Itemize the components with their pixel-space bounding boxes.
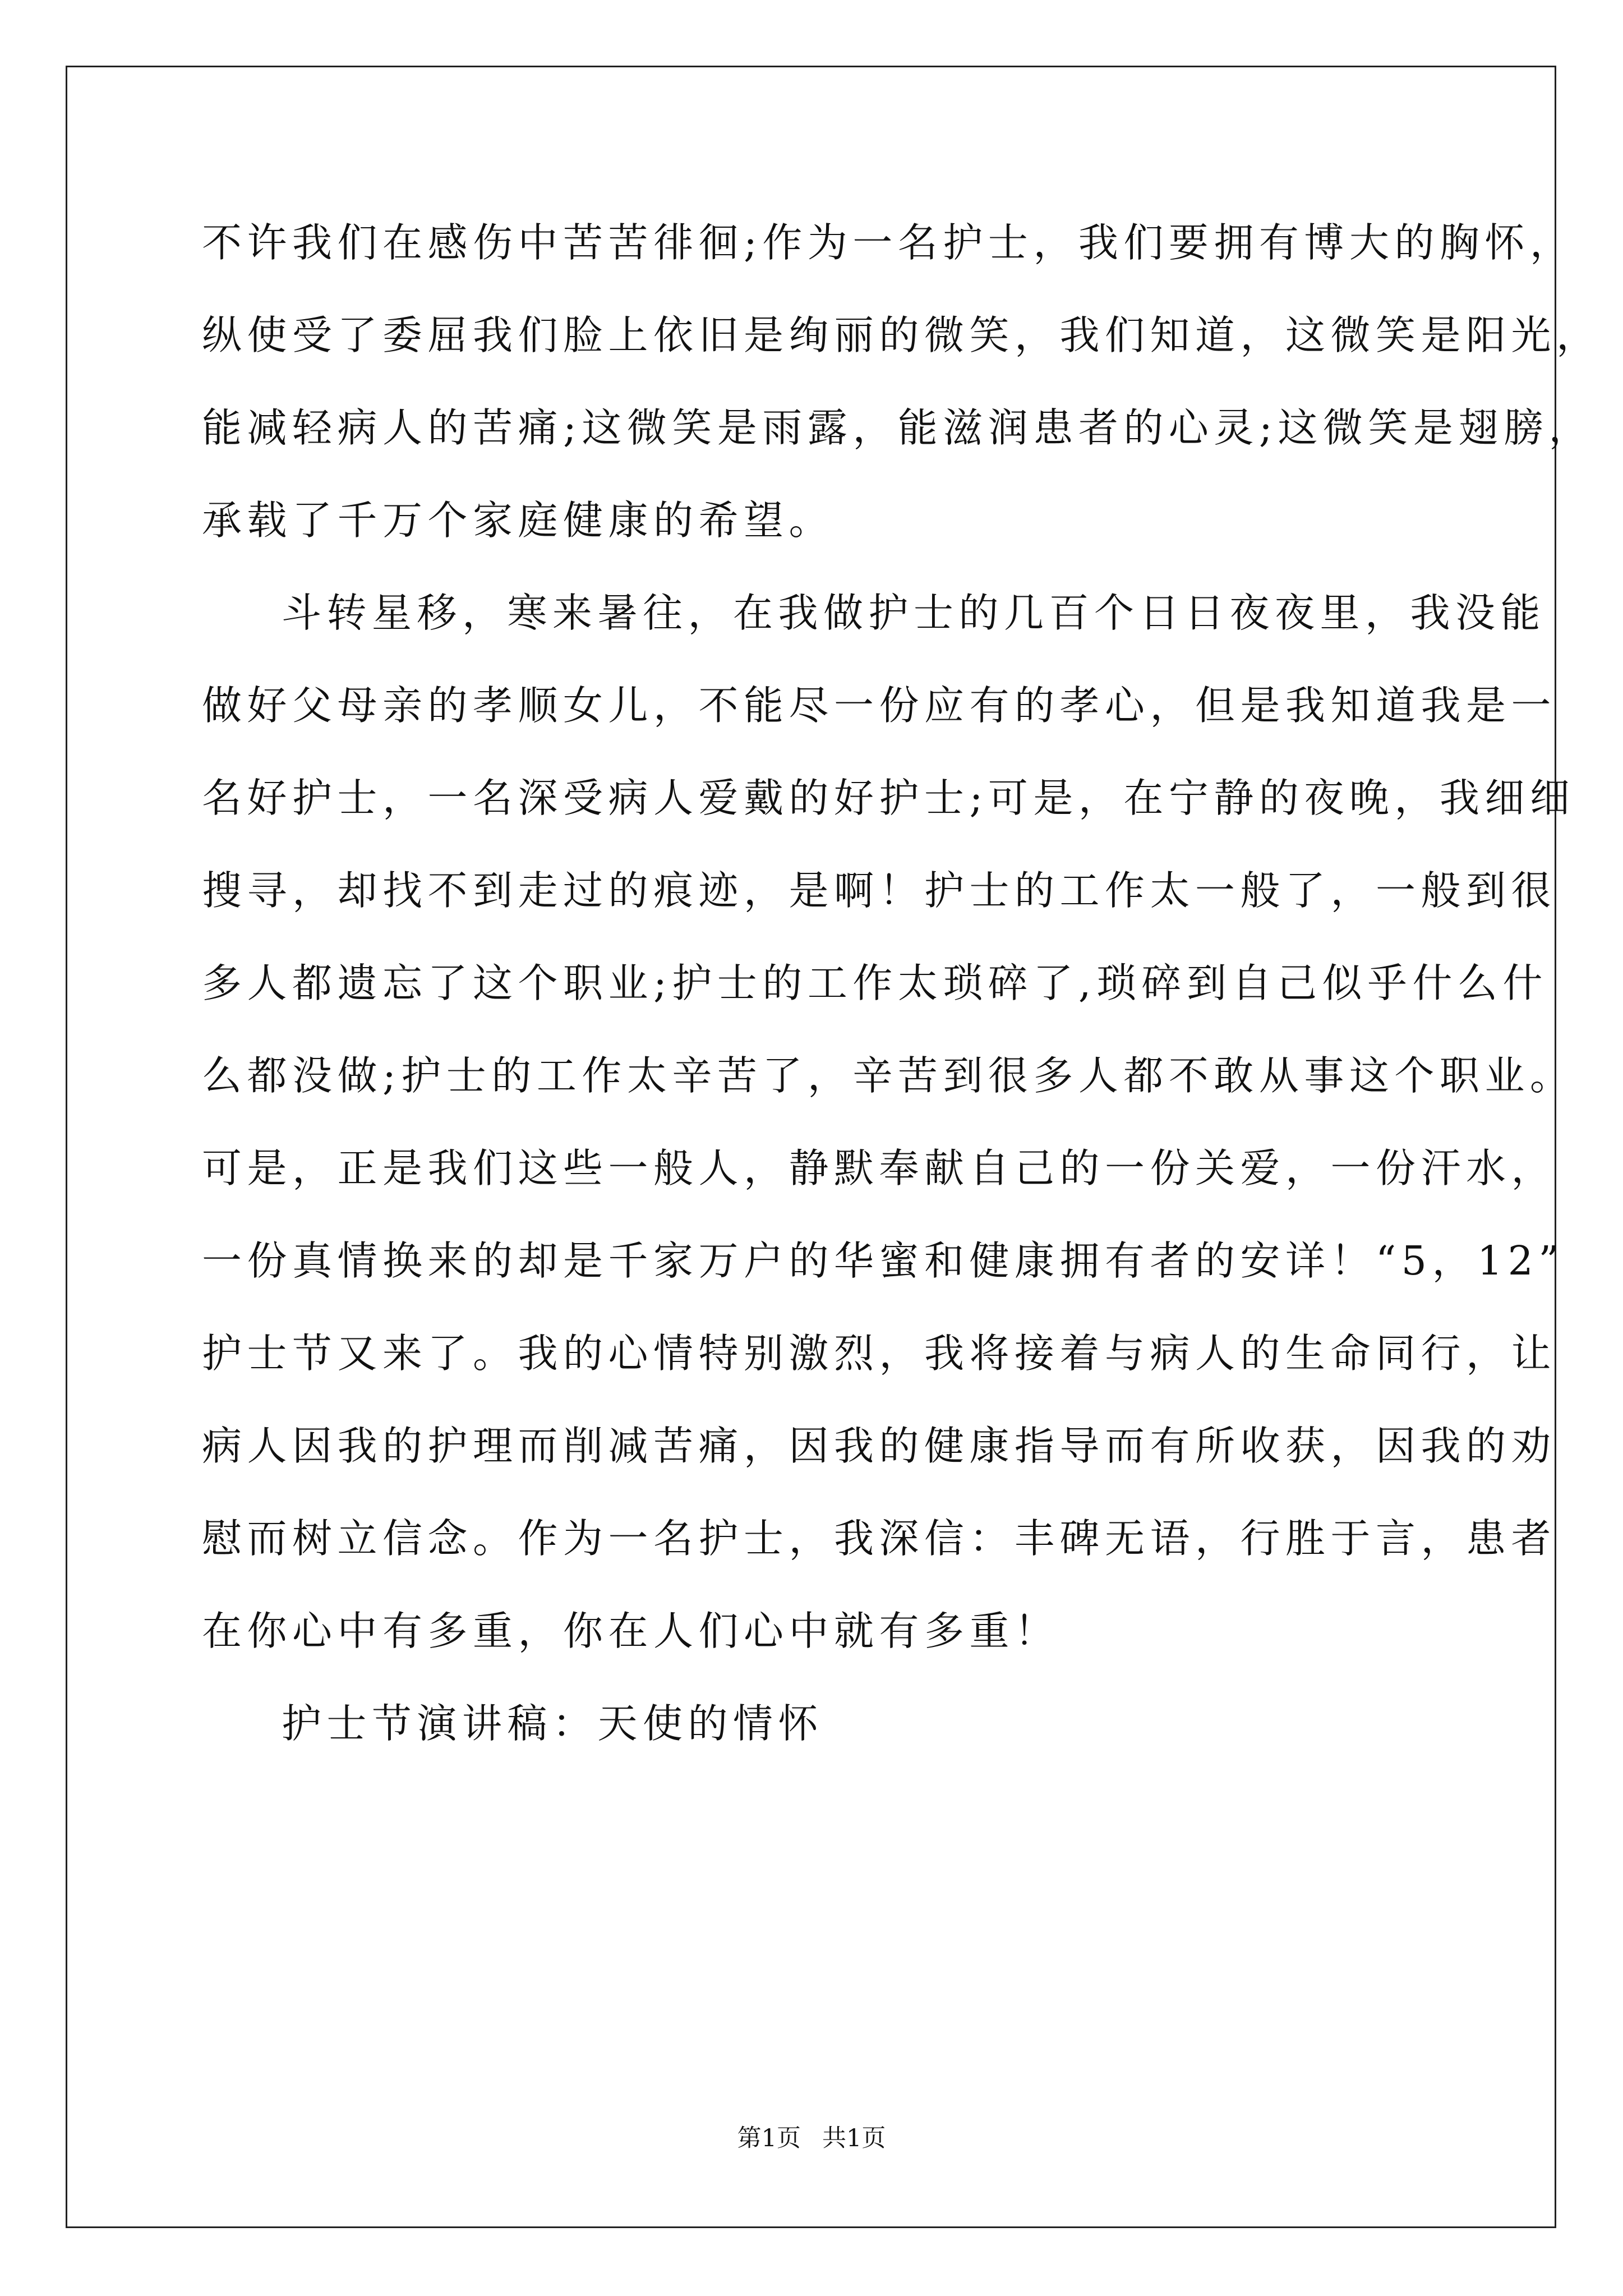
paragraph-line: 在你心中有多重，你在人们心中就有多重！ — [202, 1608, 1060, 1654]
paragraph-line: 慰而树立信念。作为一名护士，我深信：丰碑无语，行胜于言，患者 — [202, 1515, 1557, 1562]
paragraph-line: 能减轻病人的苦痛;这微笑是雨露，能滋润患者的心灵;这微笑是翅膀， — [202, 404, 1594, 451]
paragraph-line: 护士节又来了。我的心情特别激烈，我将接着与病人的生命同行，让 — [202, 1330, 1557, 1377]
paragraph-line: 一份真情换来的却是千家万户的华蜜和健康拥有者的安详！“5，12” — [202, 1237, 1565, 1284]
paragraph-line: 可是，正是我们这些一般人，静默奉献自己的一份关爱，一份汗水， — [202, 1145, 1557, 1191]
paragraph-line: 承载了千万个家庭健康的希望。 — [202, 497, 834, 544]
page-footer — [0, 2122, 1623, 2155]
paragraph-line: 做好父母亲的孝顺女儿，不能尽一份应有的孝心，但是我知道我是一 — [202, 682, 1557, 729]
paragraph-line: 搜寻，却找不到走过的痕迹，是啊！护士的工作太一般了，一般到很 — [202, 867, 1557, 914]
page-number: 第1页 — [737, 2124, 801, 2152]
paragraph-line: 病人因我的护理而削减苦痛，因我的健康指导而有所收获，因我的劝 — [202, 1423, 1557, 1469]
paragraph-line: 不许我们在感伤中苦苦徘徊;作为一名护士，我们要拥有博大的胸怀， — [202, 219, 1575, 266]
paragraph-line: 纵使受了委屈我们脸上依旧是绚丽的微笑，我们知道，这微笑是阳光， — [202, 312, 1602, 358]
paragraph-line: 名好护士，一名深受病人爱戴的好护士;可是，在宁静的夜晚，我细细 — [202, 775, 1575, 821]
paragraph-line: 么都没做;护士的工作太辛苦了，辛苦到很多人都不敢从事这个职业。 — [202, 1052, 1575, 1099]
paragraph-line: 多人都遗忘了这个职业;护士的工作太琐碎了,琐碎到自己似乎什么什 — [202, 960, 1548, 1006]
page-total: 共1页 — [822, 2124, 886, 2152]
paragraph-line: 斗转星移，寒来暑往，在我做护士的几百个日日夜夜里，我没能 — [282, 590, 1546, 636]
section-heading: 护士节演讲稿：天使的情怀 — [282, 1700, 824, 1747]
